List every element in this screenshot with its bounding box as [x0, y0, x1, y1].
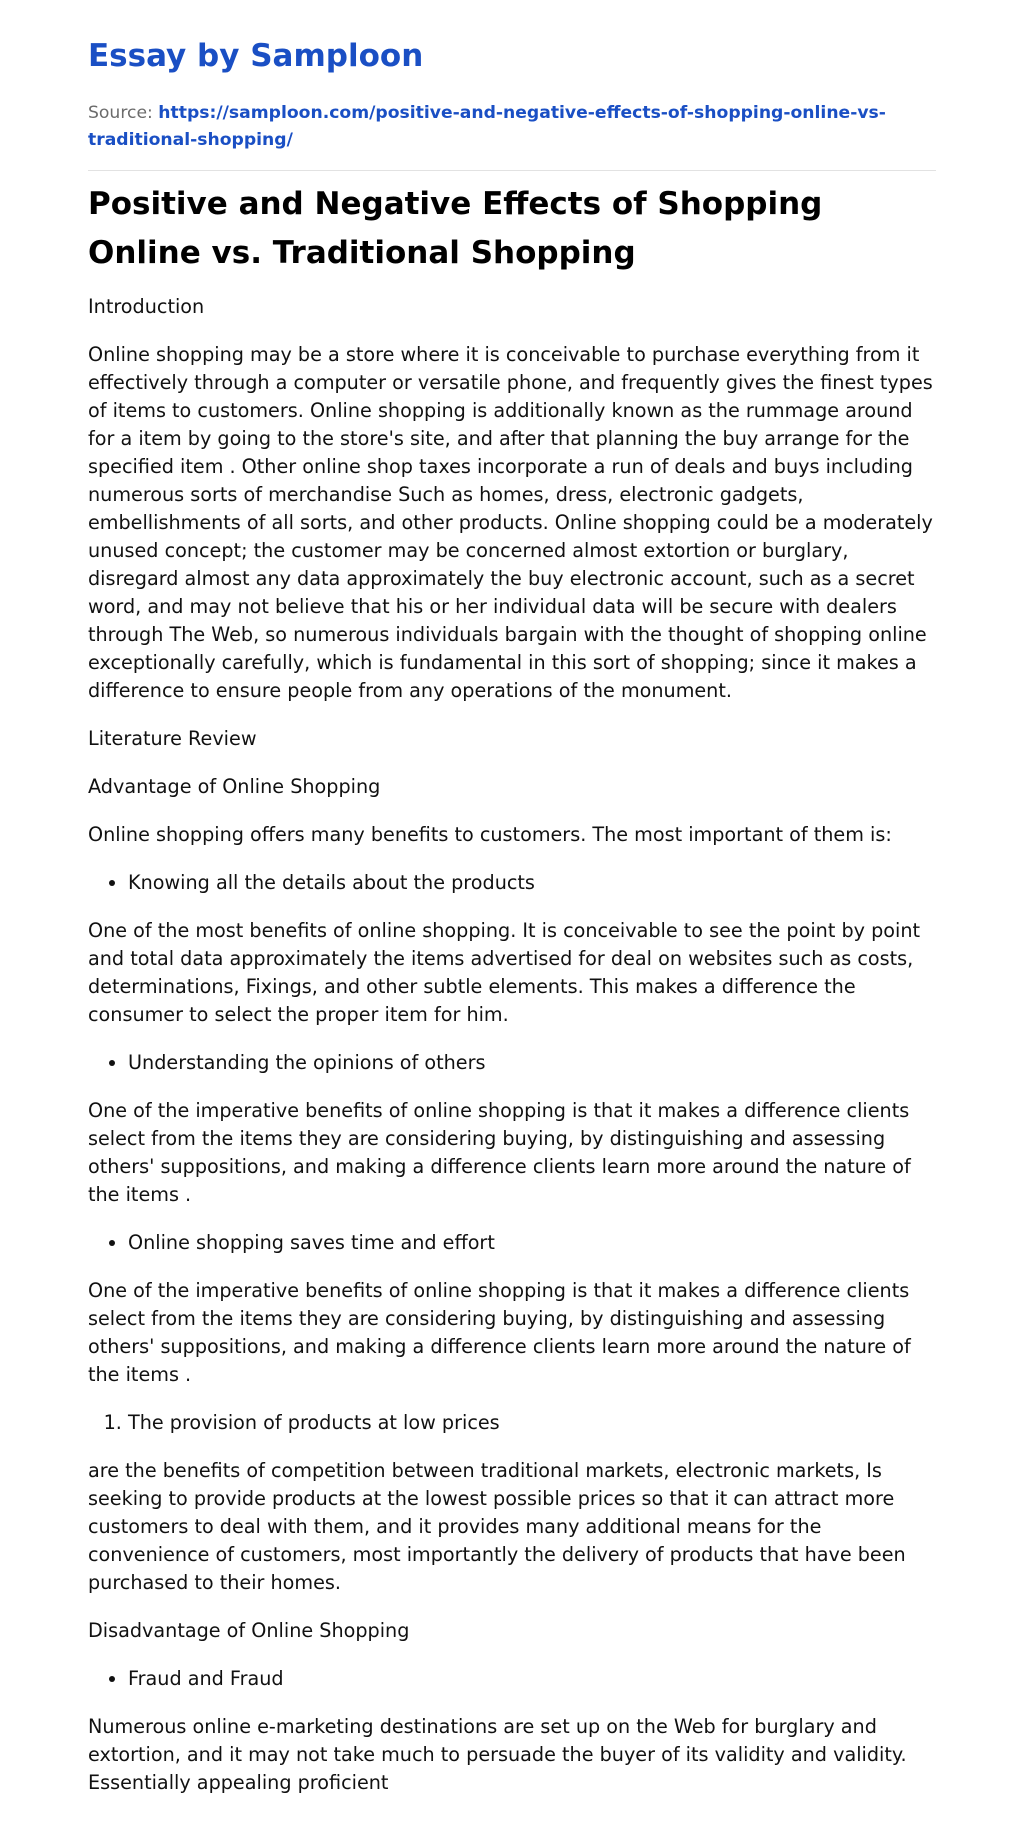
bullet-list: [88, 1229, 936, 1257]
literature-review-heading: Literature Review: [88, 727, 257, 750]
bullet-1-paragraph: One of the most benefits of online shopping. It is conceivable to see the point by point and total data approximately the items advertised for deal on websites such as costs, determinations, Fixings, and other subtle elements. This makes a difference the consumer to select the proper item for him.: [88, 919, 921, 1026]
bullet-2-paragraph: One of the imperative benefits of online shopping is that it makes a difference clients select from the items they are considering buying, by distinguishing and assessing others' suppositions, and making a difference clients learn more around the nature of the items .: [88, 1099, 911, 1206]
article-body: [88, 293, 936, 1817]
list-item: 1. The provision of products at low prices: [128, 1409, 936, 1437]
list-item: • Online shopping saves time and effort: [128, 1229, 936, 1257]
numbered-1-paragraph: are the benefits of competition between traditional markets, electronic markets, Is seeking to provide products at the lowest possible prices so that it can attract more customers to deal with them, and it provides many additional means for the convenience of customers, most importantly the delivery of products that have been purchased to their homes.: [88, 1459, 906, 1594]
advantage-intro-paragraph: Online shopping offers many benefits to customers. The most important of them is:: [88, 823, 892, 846]
introduction-heading: Introduction: [88, 295, 205, 318]
numbered-list: [88, 1409, 936, 1437]
site-title: Essay by Samploon: [88, 38, 424, 74]
source-line: [88, 100, 936, 154]
source-link[interactable]: https://samploon.com/positive-and-negative-effects-of-shopping-online-vs-traditional-shopping/: [88, 103, 886, 150]
list-item: • Understanding the opinions of others: [128, 1049, 936, 1077]
bullet-3-paragraph: One of the imperative benefits of online shopping is that it makes a difference clients select from the items they are considering buying, by distinguishing and assessing others' suppositions, and making a difference clients learn more around the nature of the items .: [88, 1279, 911, 1386]
bullet-4-paragraph: Numerous online e-marketing destinations are set up on the Web for burglary and extortion, and it may not take much to persuade the buyer of its validity and validity. Essentially appealing proficient: [88, 1715, 907, 1794]
article-title: Positive and Negative Effects of Shopping Online vs. Traditional Shopping: [88, 186, 823, 271]
list-item: • Knowing all the details about the products: [128, 869, 936, 897]
bullet-list: [88, 1049, 936, 1077]
introduction-paragraph: Online shopping may be a store where it is conceivable to purchase everything from it effectively through a computer or versatile phone, and frequently gives the finest types of items to customers. Online shopping is additionally known as the rummage around for a item by going to the store's site, and after that planning the buy arrange for the specified item . Other online shop taxes incorporate a run of deals and buys including numerous sorts of merchandise Such as homes, dress, electronic gadgets, embellishments of all sorts, and other products. Online shopping could be a moderately unused concept; the customer may be concerned almost extortion or burglary, disregard almost any data approximately the buy electronic account, such as a secret word, and may not believe that his or her individual data will be secure with dealers through The Web, so numerous individuals bargain with the thought of shopping online exceptionally carefully, which is fundamental in this sort of shopping; since it makes a difference to ensure people from any operations of the monument.: [88, 343, 933, 702]
source-label: Source:: [88, 103, 153, 123]
header-divider: [88, 170, 936, 171]
bullet-list: [88, 869, 936, 897]
list-item: • Fraud and Fraud: [128, 1665, 936, 1693]
disadvantage-heading: Disadvantage of Online Shopping: [88, 1619, 410, 1642]
bullet-list: [88, 1665, 936, 1693]
advantage-heading: Advantage of Online Shopping: [88, 775, 381, 798]
